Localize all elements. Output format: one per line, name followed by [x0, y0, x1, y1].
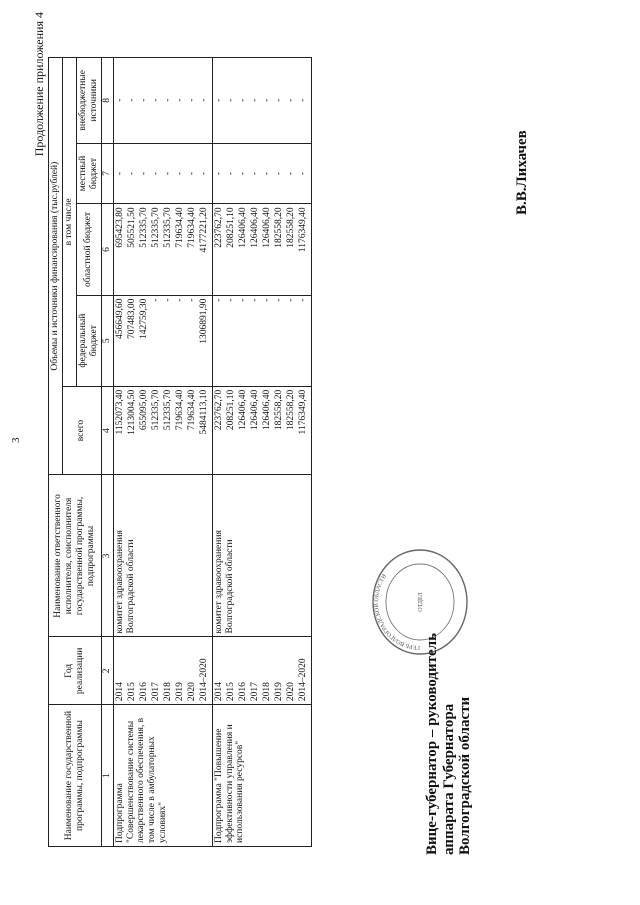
executor-name: комитет здравоохранения Волгоградской области: [113, 475, 212, 637]
offbudget-cell: [113, 58, 212, 144]
signatory-name: В.В.Лихачев: [514, 130, 530, 215]
regional-cell-value: 695423,80: [114, 207, 125, 248]
federal-cell-value: -: [285, 298, 296, 302]
year-cell-value: 2020: [186, 682, 197, 702]
header-offbudget: внебюджетные источники: [76, 58, 101, 144]
federal-cell-value: -: [273, 298, 284, 302]
federal-cell-value: -: [213, 298, 224, 302]
signature-line: аппарата Губернатора: [440, 703, 457, 855]
header-program: Наименование государственной программы, подпрограммы: [49, 705, 102, 847]
year-cell: [212, 637, 311, 705]
total-cell-value: 719634,40: [186, 389, 197, 431]
year-cell-value: 2020: [285, 682, 296, 702]
program-name: Подпрограмма "Совершенствование системы лекарственного обеспечения, в том числе в амбулаторных условиях": [113, 705, 212, 847]
total-cell-value: 208251,10: [225, 389, 236, 431]
header-year: Год реализации: [49, 637, 102, 705]
total-cell-value: 655095,00: [138, 389, 149, 431]
local-cell-value: -: [186, 171, 197, 176]
local-cell-value: -: [285, 171, 296, 176]
year-cell-value: 2014–2020: [297, 658, 308, 702]
year-cell-value: 2018: [261, 682, 272, 702]
total-cell-value: 1213004,50: [126, 389, 137, 435]
regional-cell-value: 1176349,40: [297, 207, 308, 253]
total-cell-value: 5484113,10: [198, 389, 209, 435]
local-cell-value: -: [162, 171, 173, 176]
total-cell-value: 126406,40: [237, 389, 248, 431]
year-cell-value: 2017: [150, 682, 161, 702]
total-cell-value: 182558,20: [285, 389, 296, 431]
offbudget-cell-value: -: [198, 98, 209, 102]
regional-cell-value: 512335,70: [162, 207, 173, 248]
offbudget-cell-value: -: [225, 98, 236, 102]
federal-cell-value: -: [150, 298, 161, 302]
offbudget-cell-value: -: [138, 98, 149, 102]
federal-cell-value: -: [297, 298, 308, 302]
funding-table: [48, 57, 312, 847]
regional-cell-value: 505521,50: [126, 207, 137, 248]
local-cell-value: -: [261, 171, 272, 176]
federal-cell-value: 1306891,90: [198, 298, 209, 344]
regional-cell-value: 512335,70: [150, 207, 161, 248]
year-cell-value: 2015: [126, 682, 137, 702]
local-cell-value: -: [198, 171, 209, 176]
header-regional: областной бюджет: [76, 204, 101, 295]
total-cell: [113, 386, 212, 475]
continuation-label: Продолжение приложения 4: [32, 12, 46, 157]
local-cell-value: -: [126, 171, 137, 176]
total-cell: [212, 386, 311, 475]
federal-cell: [212, 295, 311, 386]
offbudget-cell-value: -: [162, 98, 173, 102]
year-cell-value: 2014–2020: [198, 658, 209, 702]
regional-cell-value: 208251,10: [225, 207, 236, 248]
federal-cell-value: -: [249, 298, 260, 302]
signature-line: Вице-губернатор – руководитель: [424, 632, 440, 855]
regional-cell-value: 182558,20: [285, 207, 296, 248]
col-index: 5: [101, 295, 113, 386]
signature-block: [424, 633, 474, 855]
regional-cell: [212, 204, 311, 295]
local-cell-value: -: [237, 171, 248, 176]
regional-cell-value: 719634,40: [174, 207, 185, 248]
offbudget-cell-value: -: [213, 98, 224, 102]
regional-cell-value: 512335,70: [138, 207, 149, 248]
offbudget-cell-value: -: [186, 98, 197, 102]
local-cell-value: -: [138, 171, 149, 176]
total-cell-value: 512335,70: [150, 389, 161, 431]
col-index: 6: [101, 204, 113, 295]
program-name: Подпрограмма "Повышение эффективности управления и использования ресурсов": [212, 705, 311, 847]
year-cell-value: 2019: [273, 682, 284, 702]
stamp-center-text: ОТДЕЛ: [418, 592, 424, 612]
regional-cell-value: 126406,40: [237, 207, 248, 248]
header-executor: Наименование ответственного исполнителя, соисполнителя государственной программы, подпрограммы: [49, 475, 102, 637]
regional-cell-value: 719634,40: [186, 207, 197, 248]
federal-cell: [113, 295, 212, 386]
federal-cell-value: -: [225, 298, 236, 302]
regional-cell-value: 182558,20: [273, 207, 284, 248]
table-row: [113, 58, 212, 847]
total-cell-value: 719634,40: [174, 389, 185, 431]
executor-name: комитет здравоохранения Волгоградской области: [212, 475, 311, 637]
year-cell-value: 2019: [174, 682, 185, 702]
year-cell-value: 2014: [213, 682, 224, 702]
local-cell-value: -: [273, 171, 284, 176]
federal-cell-value: 707483,00: [126, 298, 137, 339]
federal-cell-value: -: [174, 298, 185, 302]
offbudget-cell: [212, 58, 311, 144]
offbudget-cell-value: -: [237, 98, 248, 102]
local-cell: [212, 143, 311, 204]
offbudget-cell-value: -: [126, 98, 137, 102]
signature-line: Волгоградской области: [457, 696, 473, 855]
regional-cell-value: 4177221,20: [198, 207, 209, 253]
total-cell-value: 512335,70: [162, 389, 173, 431]
year-cell-value: 2015: [225, 682, 236, 702]
regional-cell-value: 126406,40: [249, 207, 260, 248]
federal-cell-value: -: [162, 298, 173, 302]
col-index: 7: [101, 143, 113, 204]
col-index: 4: [101, 386, 113, 475]
total-cell-value: 1176349,40: [297, 389, 308, 435]
year-cell-value: 2016: [138, 682, 149, 702]
offbudget-cell-value: -: [261, 98, 272, 102]
total-cell-value: 223762,70: [213, 389, 224, 431]
total-cell-value: 126406,40: [261, 389, 272, 431]
offbudget-cell-value: -: [285, 98, 296, 102]
table-row: [212, 58, 311, 847]
header-funding: Объемы и источники финансирования (тыс.рублей): [49, 58, 63, 475]
stamp-ring-text: ГЕРБ ВОЛГОГРАДСКОЙ ОБЛАСТИ: [373, 573, 421, 651]
federal-cell-value: 456649,60: [114, 298, 125, 339]
col-index: 1: [101, 705, 113, 847]
local-cell-value: -: [174, 171, 185, 176]
offbudget-cell-value: -: [273, 98, 284, 102]
local-cell-value: -: [225, 171, 236, 176]
year-cell-value: 2017: [249, 682, 260, 702]
year-cell-value: 2016: [237, 682, 248, 702]
offbudget-cell-value: -: [297, 98, 308, 102]
total-cell-value: 1152073,40: [114, 389, 125, 435]
local-cell: [113, 143, 212, 204]
col-index: 8: [101, 58, 113, 144]
year-cell-value: 2014: [114, 682, 125, 702]
year-cell-value: 2018: [162, 682, 173, 702]
offbudget-cell-value: -: [249, 98, 260, 102]
regional-cell-value: 126406,40: [261, 207, 272, 248]
page-number: 3: [10, 437, 22, 443]
total-cell-value: 126406,40: [249, 389, 260, 431]
local-cell-value: -: [213, 171, 224, 176]
local-cell-value: -: [249, 171, 260, 176]
regional-cell: [113, 204, 212, 295]
federal-cell-value: -: [237, 298, 248, 302]
local-cell-value: -: [150, 171, 161, 176]
local-cell-value: -: [114, 171, 125, 176]
header-total: всего: [62, 386, 101, 475]
federal-cell-value: -: [261, 298, 272, 302]
offbudget-cell-value: -: [174, 98, 185, 102]
total-cell-value: 182558,20: [273, 389, 284, 431]
col-index: 3: [101, 475, 113, 637]
regional-cell-value: 223762,70: [213, 207, 224, 248]
header-federal: федеральный бюджет: [76, 295, 101, 386]
federal-cell-value: -: [186, 298, 197, 302]
offbudget-cell-value: -: [114, 98, 125, 102]
local-cell-value: -: [297, 171, 308, 176]
federal-cell-value: 142759,30: [138, 298, 149, 339]
year-cell: [113, 637, 212, 705]
col-index: 2: [101, 637, 113, 705]
header-incl: в том числе: [62, 58, 76, 387]
header-local: местный бюджет: [76, 143, 101, 204]
offbudget-cell-value: -: [150, 98, 161, 102]
